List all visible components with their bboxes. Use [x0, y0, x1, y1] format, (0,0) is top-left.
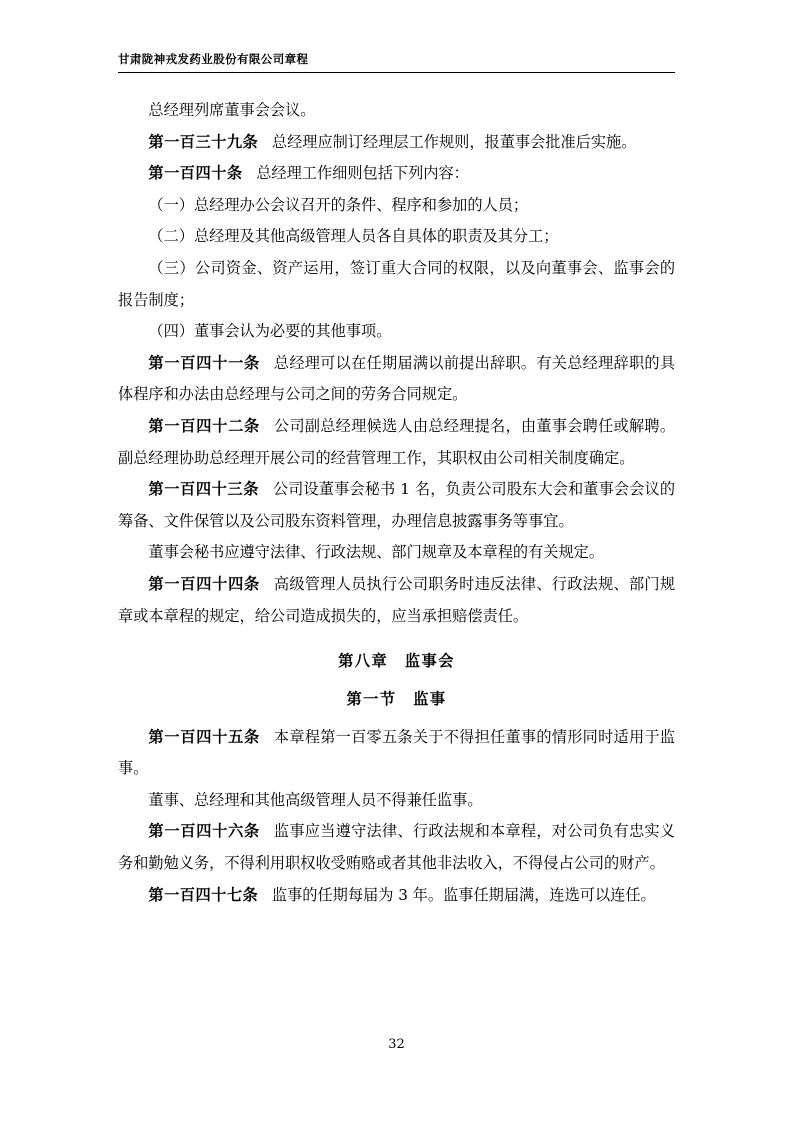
article-145	[118, 722, 675, 785]
page-number: 32	[388, 1037, 405, 1052]
article-147-number: 第一百四十七条	[148, 885, 259, 904]
article-140-number: 第一百四十条	[148, 164, 243, 183]
article-146	[118, 816, 675, 879]
article-140-text: 总经理工作细则包括下列内容：	[256, 164, 469, 183]
article-142-number: 第一百四十二条	[148, 417, 260, 436]
section-title-1: 第一节 监事	[346, 689, 447, 708]
chapter-title-8: 第八章 监事会	[338, 652, 455, 671]
paragraph-opening: 总经理列席董事会会议。	[148, 100, 316, 119]
article-144-number: 第一百四十四条	[148, 575, 260, 594]
article-146-number: 第一百四十六条	[148, 822, 260, 841]
article-139-number: 第一百三十九条	[148, 132, 259, 151]
article-141-text: 总经理可以在任期届满以前提出辞职。有关总经理辞职的具体程序和办法由总经理与公司之间的劳务合同规定。	[118, 353, 675, 404]
article-144	[118, 569, 675, 632]
article-141-number: 第一百四十一条	[148, 353, 260, 372]
article-140	[118, 158, 675, 190]
list-item-1: （一）总经理办公会议召开的条件、程序和参加的人员；	[148, 195, 529, 214]
article-139	[118, 127, 675, 159]
article-145-number: 第一百四十五条	[148, 727, 260, 746]
document-body	[118, 95, 675, 911]
article-146-text: 监事应当遵守法律、行政法规和本章程，对公司负有忠实义务和勤勉义务，不得利用职权收受贿赂或者其他非法收入，不得侵占公司的财产。	[118, 822, 675, 872]
article-147	[118, 880, 675, 912]
paragraph-secretary-compliance: 董事会秘书应遵守法律、行政法规、部门规章及本章程的有关规定。	[148, 543, 605, 562]
article-142	[118, 411, 675, 474]
list-item-4: （四）董事会认为必要的其他事项。	[148, 322, 392, 341]
article-143-text: 公司设董事会秘书 1 名，负责公司股东大会和董事会会议的筹备、文件保管以及公司股东资料管理，办理信息披露事务等事宜。	[118, 480, 676, 530]
list-item-3: （三）公司资金、资产运用，签订重大合同的权限，以及向董事会、监事会的报告制度；	[118, 258, 675, 309]
article-143	[118, 474, 675, 537]
article-145-text: 本章程第一百零五条关于不得担任董事的情形同时适用于监事。	[118, 727, 675, 778]
page-header: 甘肃陇神戎发药业股份有限公司章程	[118, 52, 675, 73]
article-144-text: 高级管理人员执行公司职务时违反法律、行政法规、部门规章或本章程的规定，给公司造成损失的，应当承担赔偿责任。	[118, 575, 675, 625]
article-147-text: 监事的任期每届为 3 年。监事任期届满，连选可以连任。	[271, 885, 656, 904]
paragraph-supervisor-restriction: 董事、总经理和其他高级管理人员不得兼任监事。	[148, 790, 483, 809]
article-142-text: 公司副总经理候选人由总经理提名，由董事会聘任或解聘。副总经理协助总经理开展公司的经营管理工作，其职权由公司相关制度确定。	[118, 417, 675, 467]
article-143-number: 第一百四十三条	[148, 480, 260, 499]
list-item-2: （二）总经理及其他高级管理人员各自具体的职责及其分工；	[148, 227, 559, 246]
article-139-text: 总经理应制订经理层工作规则，报董事会批准后实施。	[271, 132, 637, 151]
article-141	[118, 348, 675, 411]
